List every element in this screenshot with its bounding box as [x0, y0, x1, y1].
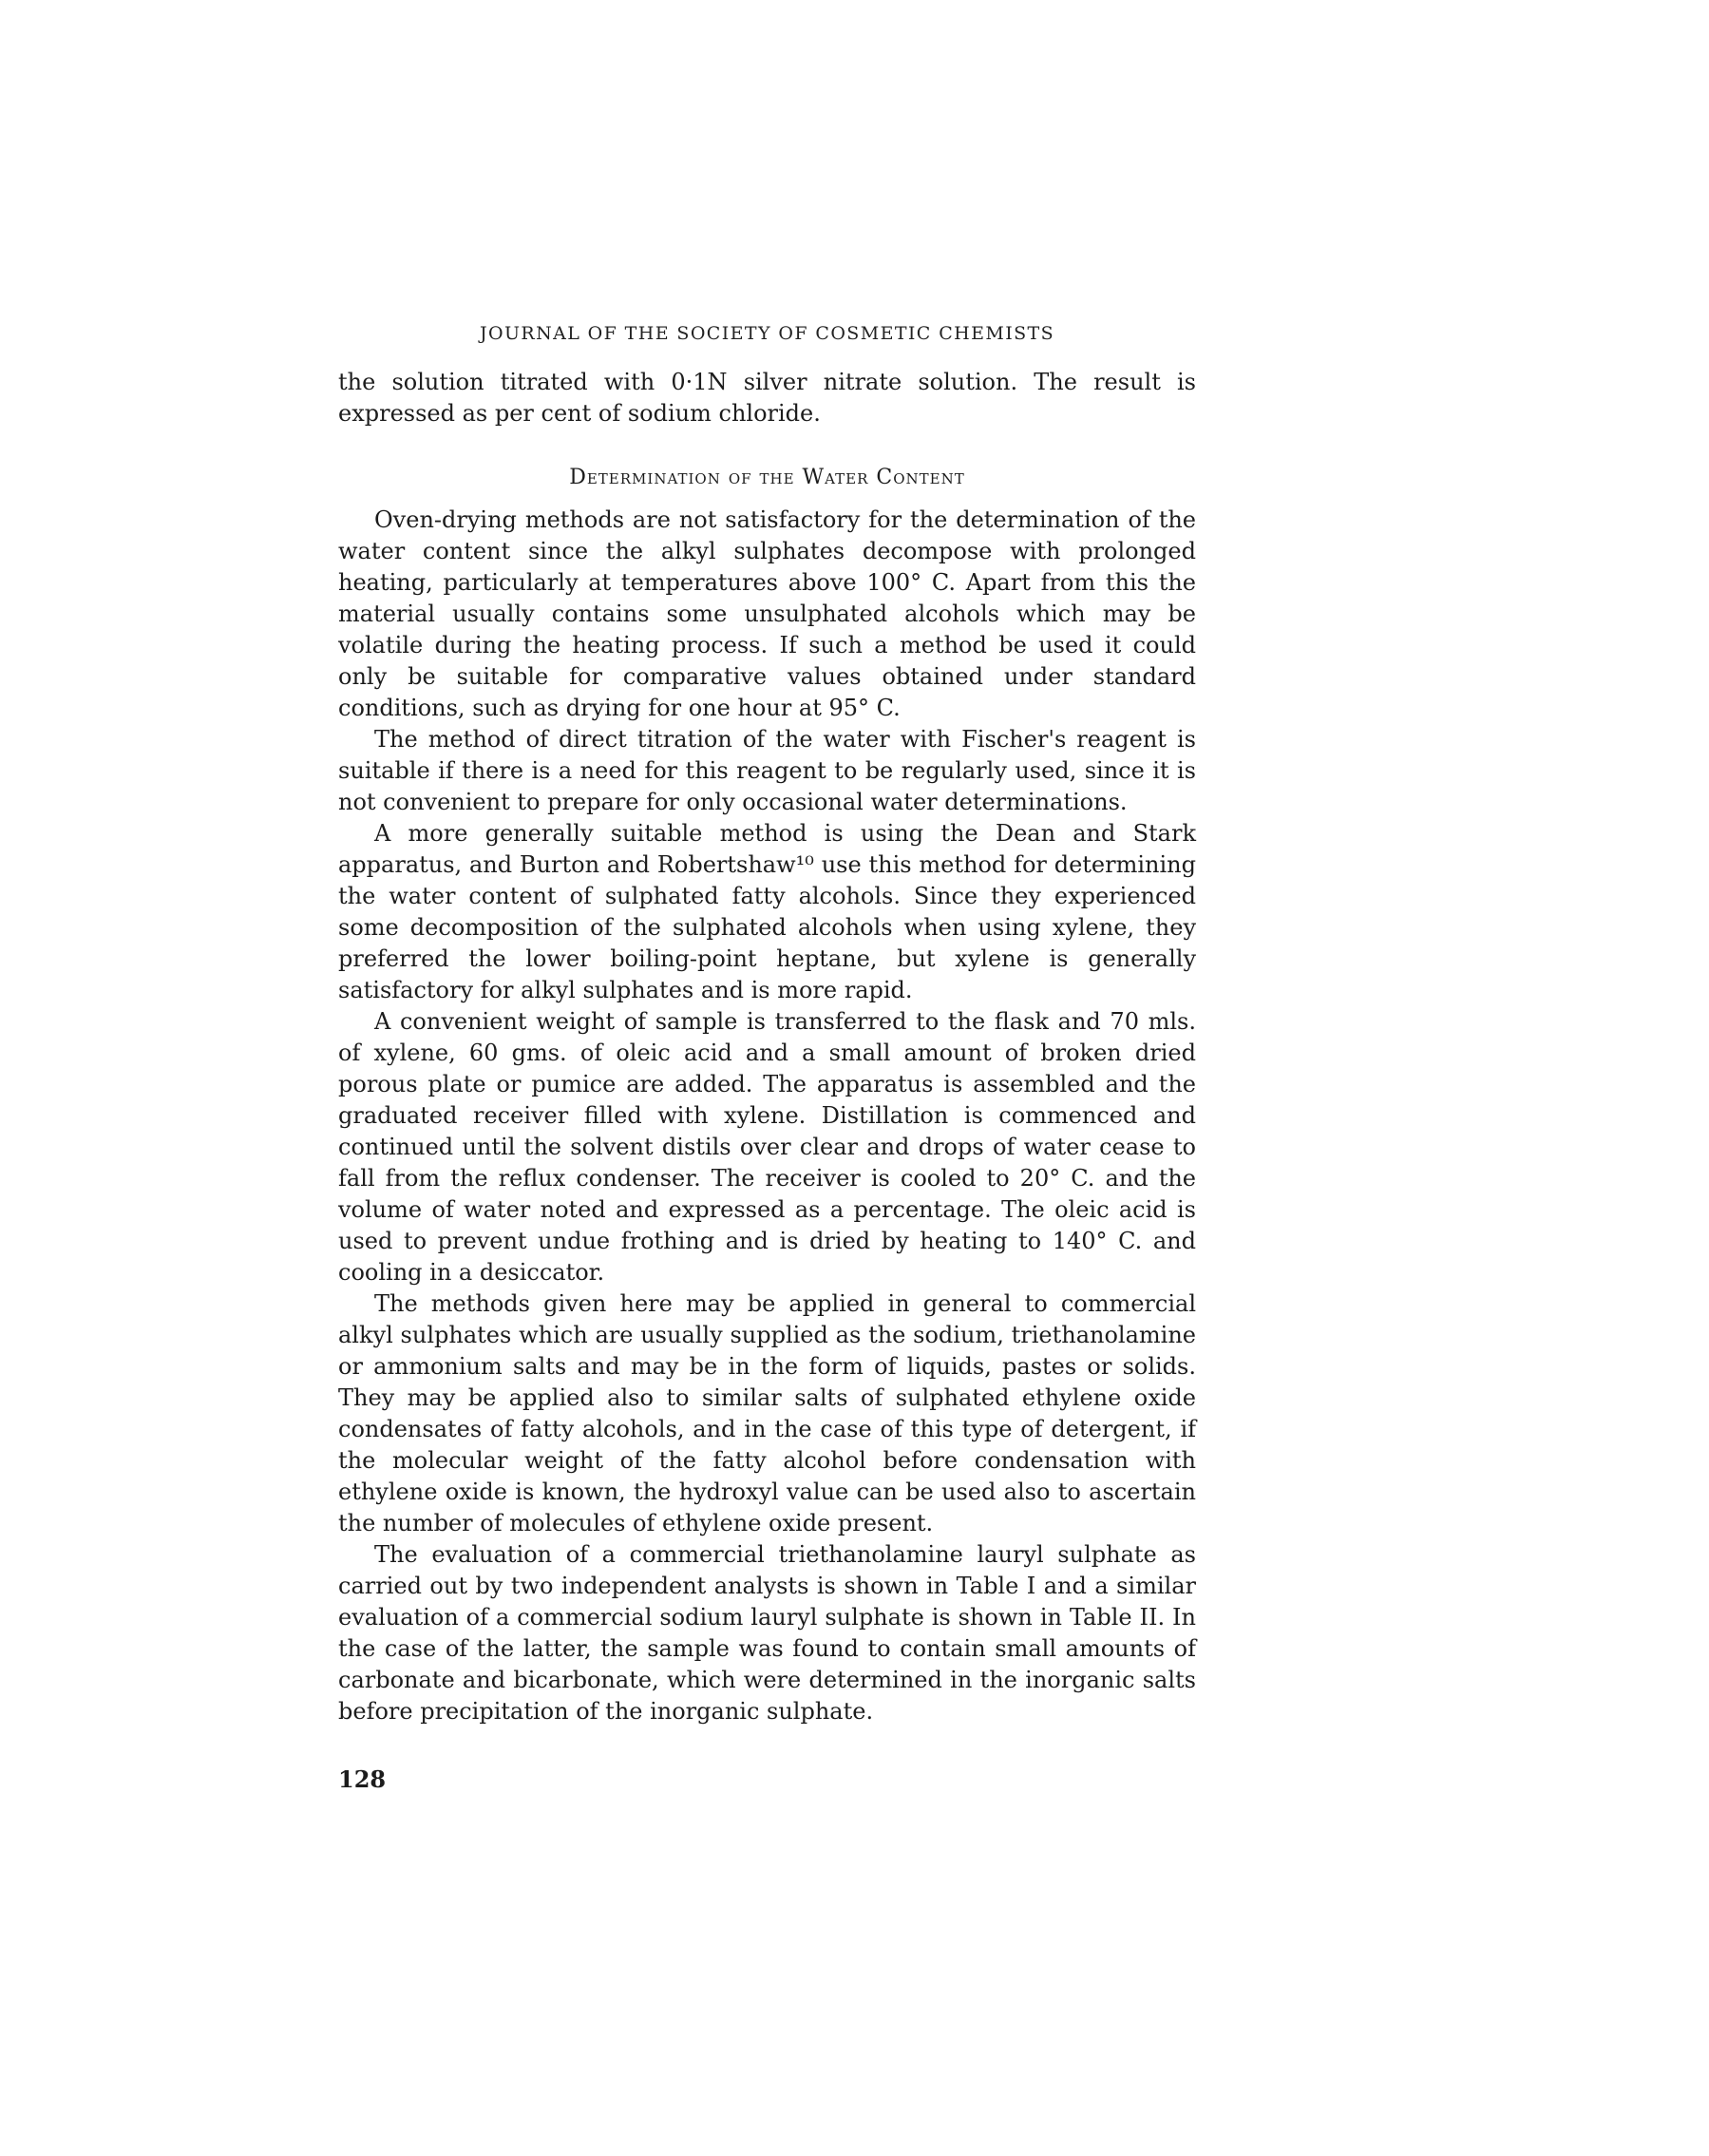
intro-paragraph: the solution titrated with 0·1N silver nitrate solution. The result is expressed as per cent of sodium chloride. — [338, 369, 1196, 427]
paragraph-dean-stark: A more generally suitable method is using the Dean and Stark apparatus, and Burton and Robertshaw¹⁰ use this method for determining the water content of sulphated fatty alcohols. Since they experienced some decomposition of the sulphated alcohols when using xylene, they preferred the lower boiling-point heptane, but xylene is generally satisfactory for alkyl sulphates and is more rapid. — [338, 820, 1196, 1003]
paragraph-fischer: The method of direct titration of the water with Fischer's reagent is suitable if there is a need for this reagent to be regularly used, since it is not convenient to prepare for only occasional water determinations. — [338, 726, 1196, 815]
page-number: 128 — [338, 1765, 387, 1793]
running-head: JOURNAL OF THE SOCIETY OF COSMETIC CHEMISTS — [479, 323, 1055, 344]
text-column — [338, 323, 1196, 1793]
paragraph-procedure: A convenient weight of sample is transferred to the flask and 70 mls. of xylene, 60 gms. of oleic acid and a small amount of broken dried porous plate or pumice are added. The apparatus is assembled and the graduated receiver filled with xylene. Distillation is commenced and continued until the solvent distils over clear and drops of water cease to fall from the reflux condenser. The receiver is cooled to 20° C. and the volume of water noted and expressed as a percentage. The oleic acid is used to prevent undue frothing and is dried by heating to 140° C. and cooling in a desiccator. — [338, 1008, 1196, 1286]
section-heading: Determination of the Water Content — [569, 466, 965, 489]
paragraph-applications: The methods given here may be applied in general to commercial alkyl sulphates which are usually supplied as the sodium, triethanolamine or ammonium salts and may be in the form of liquids, pastes or solids. They may be applied also to similar salts of sulphated ethylene oxide condensates of fatty alcohols, and in the case of this type of detergent, if the molecular weight of the fatty alcohol before condensation with ethylene oxide is known, the hydroxyl value can be used also to ascertain the number of molecules of ethylene oxide present. — [338, 1290, 1196, 1536]
paragraph-evaluation: The evaluation of a commercial triethanolamine lauryl sulphate as carried out by two independent analysts is shown in Table I and a similar evaluation of a commercial sodium lauryl sulphate is shown in Table II. In the case of the latter, the sample was found to contain small amounts of carbonate and bicarbonate, which were determined in the inorganic salts before precipitation of the inorganic sulphate. — [338, 1541, 1196, 1725]
paragraph-oven-drying: Oven-drying methods are not satisfactory for the determination of the water content since the alkyl sulphates decompose with prolonged heating, particularly at temperatures above 100° C. Apart from this the material usually contains some unsulphated alcohols which may be volatile during the heating process. If such a method be used it could only be suitable for comparative values obtained under standard conditions, such as drying for one hour at 95° C. — [338, 506, 1196, 721]
